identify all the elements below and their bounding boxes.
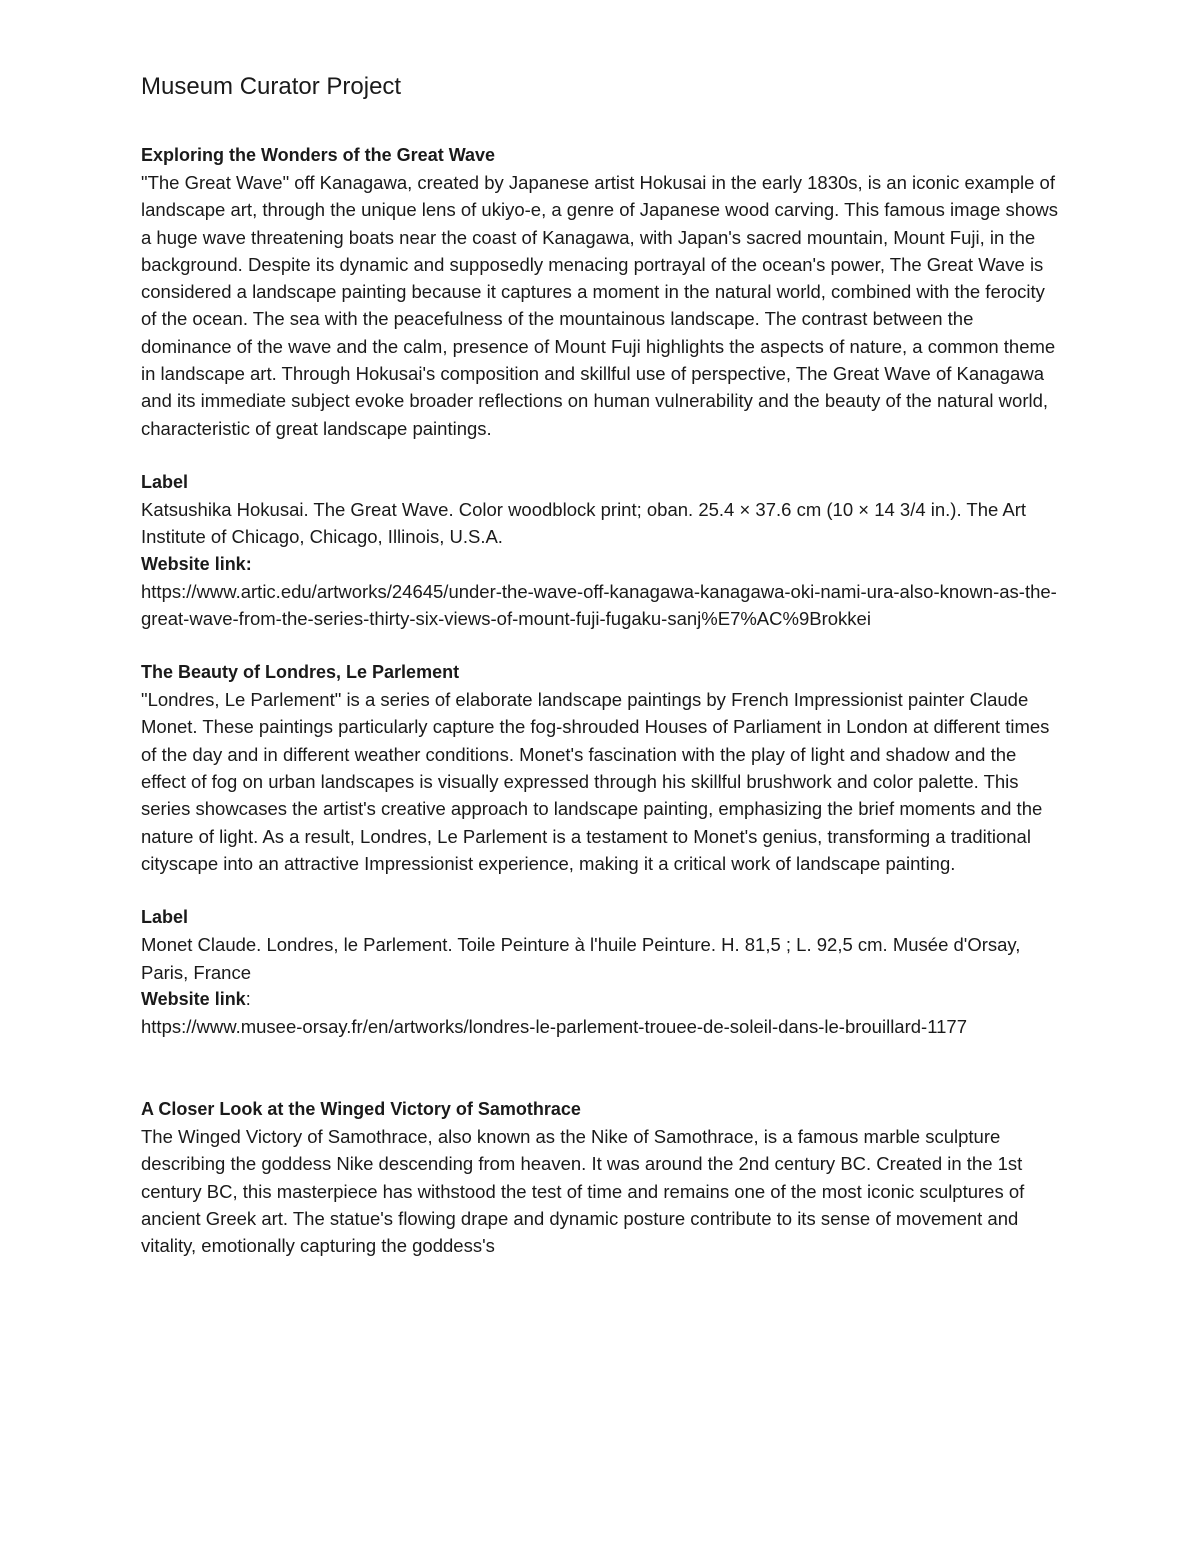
label-heading: Label	[141, 471, 189, 492]
website-link-label-text: Website link:	[141, 553, 252, 574]
website-link-label-text: Website link	[141, 988, 246, 1009]
document-page	[141, 70, 1061, 1260]
section-heading: A Closer Look at the Winged Victory of Samothrace	[141, 1099, 581, 1120]
label-text: Katsushika Hokusai. The Great Wave. Color woodblock print; oban. 25.4 × 37.6 cm (10 × 14 3/4 in.). The Art Institute of Chicago, Chicago, Illinois, U.S.A.	[141, 498, 1027, 548]
website-link-label	[141, 551, 1061, 578]
section-winged-victory	[141, 1096, 1061, 1259]
website-link-url[interactable]: https://www.artic.edu/artworks/24645/under-the-wave-off-kanagawa-kanagawa-oki-nami-ura-also-known-as-the-great-wave-from-the-series-thirty-six-views-of-mount-fuji-fugaku-sanj%E7%AC%9Brokkei	[141, 580, 1057, 629]
label-heading: Label	[141, 907, 189, 928]
website-link-label-suffix: :	[245, 988, 251, 1009]
section-heading: The Beauty of Londres, Le Parlement	[141, 662, 460, 683]
document-title: Museum Curator Project	[141, 73, 402, 100]
section-body: "Londres, Le Parlement" is a series of elaborate landscape paintings by French Impressionist painter Claude Monet. These paintings particularly capture the fog-shrouded Houses of Parliament in London at different times of the day and in different weather conditions. Monet's fascination with the play of light and shadow and the effect of fog on urban landscapes is visually expressed through his skillful brushwork and color palette. This series showcases the artist's creative approach to landscape painting, emphasizing the brief moments and the nature of light. As a result, Londres, Le Parlement is a testament to Monet's genius, transforming a traditional cityscape into an attractive Impressionist experience, making it a critical work of landscape painting.	[141, 689, 1050, 874]
website-link-label	[141, 986, 1061, 1013]
section-great-wave	[141, 142, 1061, 632]
section-body: "The Great Wave" off Kanagawa, created by Japanese artist Hokusai in the early 1830s, is an iconic example of landscape art, through the unique lens of ukiyo-e, a genre of Japanese wood carving. This famous image shows a huge wave threatening boats near the coast of Kanagawa, with Japan's sacred mountain, Mount Fuji, in the background. Despite its dynamic and supposedly menacing portrayal of the ocean's power, The Great Wave is considered a landscape painting because it captures a moment in the natural world, combined with the ferocity of the ocean. The sea with the peacefulness of the mountainous landscape. The contrast between the dominance of the wave and the calm, presence of Mount Fuji highlights the aspects of nature, a common theme in landscape art. Through Hokusai's composition and skillful use of perspective, The Great Wave of Kanagawa and its immediate subject evoke broader reflections on human vulnerability and the beauty of the natural world, characteristic of great landscape paintings.	[141, 172, 1058, 439]
section-londres-parlement	[141, 659, 1061, 1040]
label-text: Monet Claude. Londres, le Parlement. Toile Peinture à l'huile Peinture. H. 81,5 ; L. 92,5 cm. Musée d'Orsay, Paris, France	[141, 934, 1021, 983]
section-body: The Winged Victory of Samothrace, also known as the Nike of Samothrace, is a famous marble sculpture describing the goddess Nike descending from heaven. It was around the 2nd century BC. Created in the 1st century BC, this masterpiece has withstood the test of time and remains one of the most iconic sculptures of ancient Greek art. The statue's flowing drape and dynamic posture contribute to its sense of movement and vitality, emotionally capturing the goddess's	[141, 1126, 1025, 1257]
section-heading: Exploring the Wonders of the Great Wave	[141, 145, 496, 165]
website-link-url[interactable]: https://www.musee-orsay.fr/en/artworks/londres-le-parlement-trouee-de-soleil-dans-le-brouillard-1177	[141, 1015, 967, 1037]
